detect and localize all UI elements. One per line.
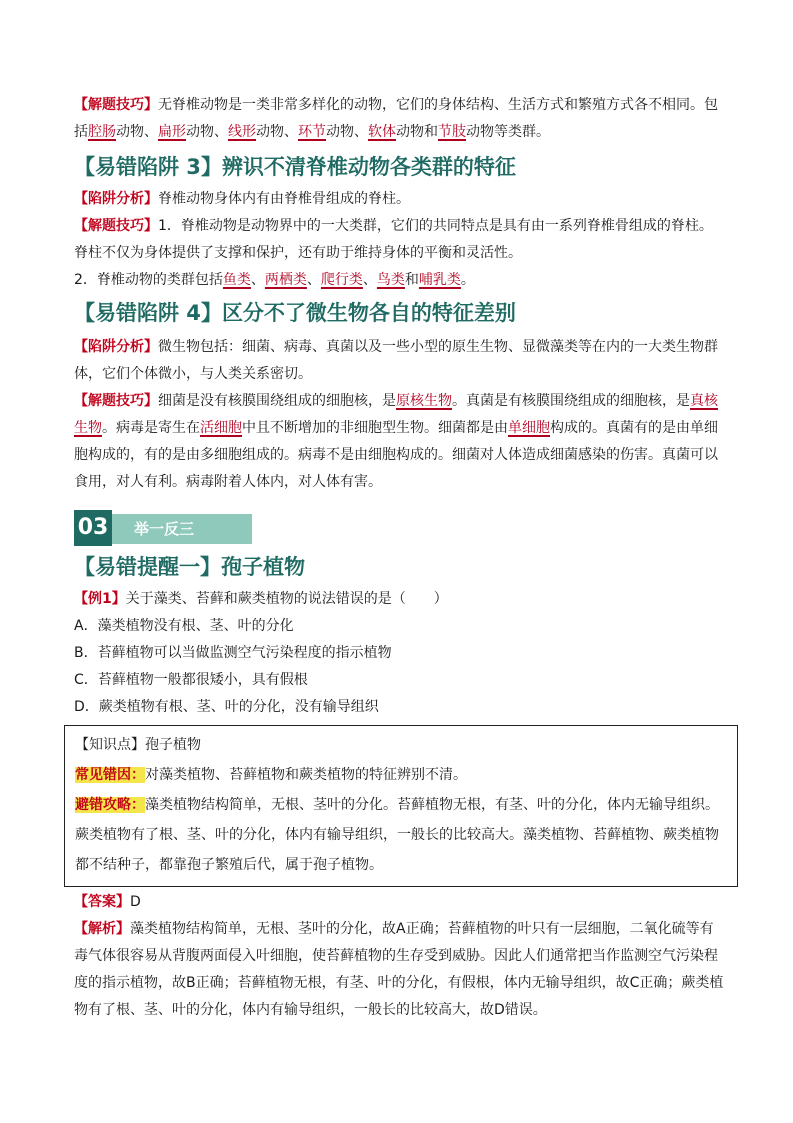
invertebrate-tip-paragraph: 【解题技巧】无脊椎动物是一类非常多样化的动物，它们的身体结构、生活方式和繁殖方式各不相同。包括腔肠动物、扁形动物、线形动物、环节动物、软体动物和节肢动物等类群。 xyxy=(74,97,718,140)
tag-analysis: 【陷阱分析】 xyxy=(74,339,158,355)
keyword: 软体 xyxy=(368,124,396,140)
section-heading-trap-4: 【易错陷阱 4】区分不了微生物各自的特征差别 xyxy=(74,301,516,325)
avoid-error-tip: 避错攻略：藻类植物结构简单，无根、茎叶的分化。苔藓植物无根，有茎、叶的分化，体内无输导组织。蕨类植物有了根、茎、叶的分化，体内有输导组织，一般长的比较高大。藻类植物、苔藓植物、蕨类植物都不结种子，都靠孢子繁殖后代，属于孢子植物。 xyxy=(75,797,719,873)
analysis-paragraph: 【解析】藻类植物结构简单，无根、茎叶的分化，故A正确；苔藓植物的叶只有一层细胞，二氧化硫等有毒气体很容易从背腹两面侵入叶细胞，使苔藓植物的生存受到威胁。因此人们通常把当作监测空气污染程度的指示植物，故B正确；苔藓植物无根，有茎、叶的分化，有假根，体内无输导组织，故C正确；蕨类植物有了根、茎、叶的分化，体内有输导组织，一般长的比较高大，故D错误。 xyxy=(74,921,724,1018)
example-question: 【例1】关于藻类、苔藓和蕨类植物的说法错误的是（ ） xyxy=(74,591,448,607)
trap-4-analysis: 【陷阱分析】微生物包括：细菌、病毒、真菌以及一些小型的原生生物、显微藻类等在内的一大类生物群体，它们个体微小，与人类关系密切。 xyxy=(74,339,718,382)
keyword: 真核生物 xyxy=(74,393,718,436)
common-error-label: 常见错因： xyxy=(75,767,145,783)
trap-3-tip-2: 2．脊椎动物的类群包括鱼类、两栖类、爬行类、鸟类和哺乳类。 xyxy=(74,272,475,288)
keyword: 两栖类 xyxy=(264,272,307,288)
keyword: 扁形 xyxy=(158,124,186,140)
keyword: 鸟类 xyxy=(376,272,405,288)
knowledge-head: 【知识点】孢子植物 xyxy=(75,737,201,753)
keyword: 节肢 xyxy=(438,124,466,140)
tag-example: 【例1】 xyxy=(74,591,126,607)
tag-tip: 【解题技巧】 xyxy=(74,393,158,409)
option-c: C．苔藓植物一般都很矮小，具有假根 xyxy=(74,672,308,688)
common-error: 常见错因：对藻类植物、苔藓植物和蕨类植物的特征辨别不清。 xyxy=(75,767,467,783)
keyword: 腔肠 xyxy=(88,124,116,140)
keyword: 单细胞 xyxy=(508,420,550,436)
option-b: B．苔藓植物可以当做监测空气污染程度的指示植物 xyxy=(74,645,392,661)
keyword: 环节 xyxy=(298,124,326,140)
tag-tip: 【解题技巧】 xyxy=(74,218,158,234)
keyword: 爬行类 xyxy=(320,272,363,288)
keyword: 原核生物 xyxy=(396,393,452,409)
trap-3-analysis: 【陷阱分析】脊椎动物身体内有由脊椎骨组成的脊柱。 xyxy=(74,191,410,207)
keyword: 哺乳类 xyxy=(418,272,461,288)
tag-answer: 【答案】 xyxy=(74,894,130,910)
section-heading-trap-3: 【易错陷阱 3】辨识不清脊椎动物各类群的特征 xyxy=(74,155,516,179)
avoid-error-label: 避错攻略： xyxy=(75,797,145,813)
trap-4-tip: 【解题技巧】细菌是没有核膜围绕组成的细胞核，是原核生物。真菌是有核膜围绕组成的细胞核，是真核生物。病毒是寄生在活细胞中且不断增加的非细胞型生物。细菌都是由单细胞构成的。真菌有的是由单细胞构成的，有的是由多细胞组成的。病毒不是由细胞构成的。细菌对人体造成细菌感染的伤害。真菌可以食用，对人有利。病毒附着人体内，对人体有害。 xyxy=(74,393,718,490)
tag-tip: 【解题技巧】 xyxy=(74,97,158,113)
keyword: 鱼类 xyxy=(222,272,251,288)
trap-3-tip-1: 【解题技巧】1．脊椎动物是动物界中的一大类群，它们的共同特点是具有由一系列脊椎骨组成的脊柱。脊柱不仅为身体提供了支撑和保护，还有助于维持身体的平衡和灵活性。 xyxy=(74,218,713,261)
answer-line: 【答案】D xyxy=(74,894,141,910)
option-a: A．藻类植物没有根、茎、叶的分化 xyxy=(74,618,294,634)
reminder-heading: 【易错提醒一】孢子植物 xyxy=(74,555,305,579)
section-banner-03 xyxy=(74,510,724,546)
keyword: 线形 xyxy=(228,124,256,140)
tag-analysis-explain: 【解析】 xyxy=(74,921,130,937)
option-d: D．蕨类植物有根、茎、叶的分化，没有输导组织 xyxy=(74,699,379,715)
banner-label: 举一反三 xyxy=(112,514,252,544)
keyword: 活细胞 xyxy=(200,420,242,436)
tag-analysis: 【陷阱分析】 xyxy=(74,191,158,207)
knowledge-box xyxy=(64,725,738,887)
banner-number: 03 xyxy=(74,510,112,546)
document-page xyxy=(74,92,724,1024)
